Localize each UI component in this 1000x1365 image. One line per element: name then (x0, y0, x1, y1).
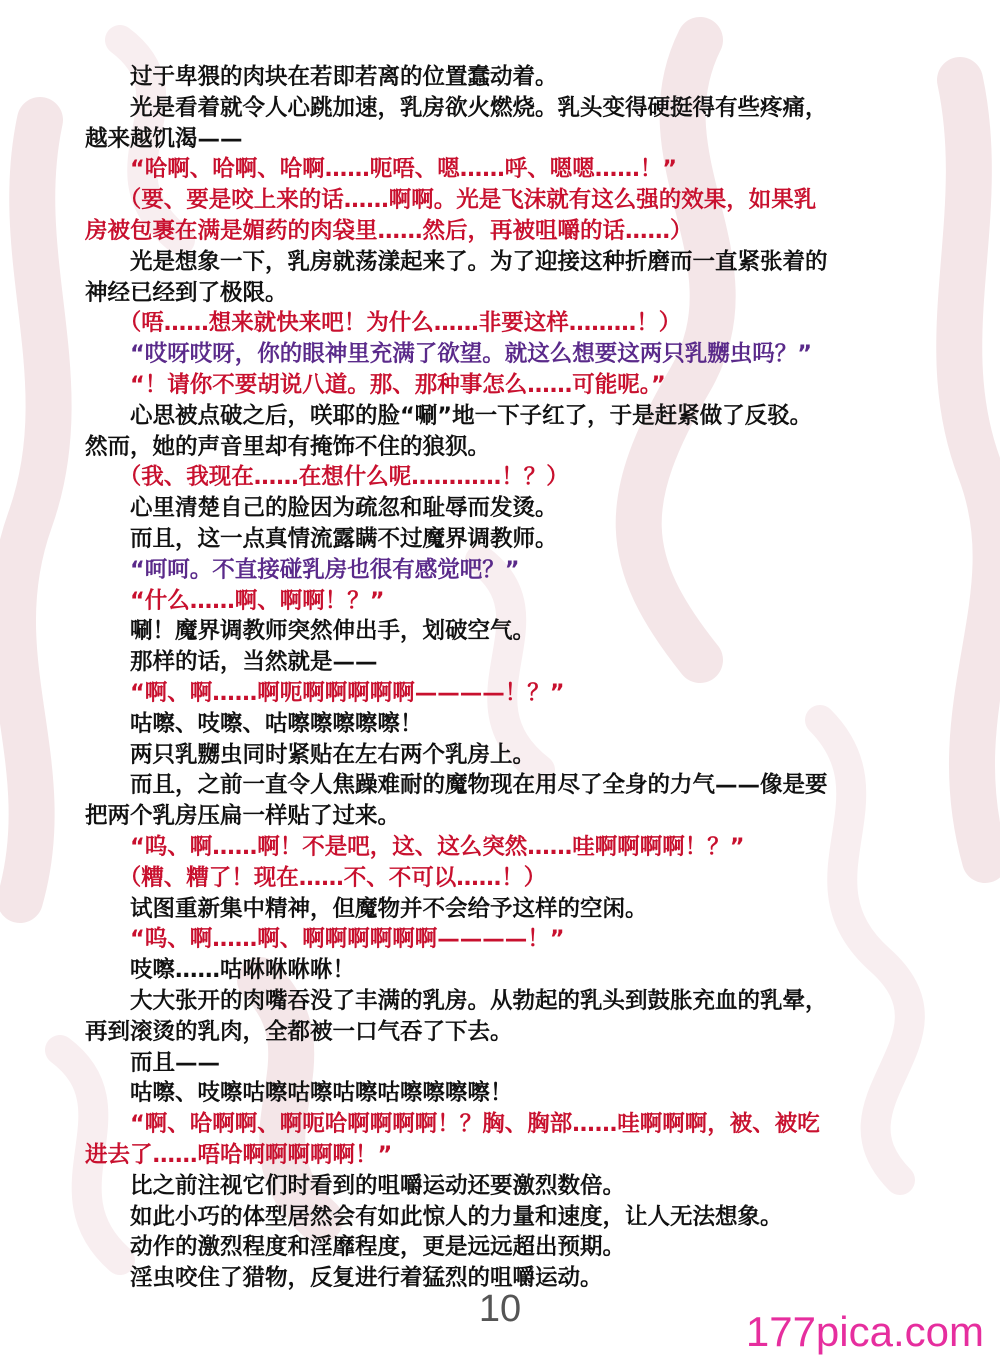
text-line: 而且，这一点真情流露瞒不过魔界调教师。 (85, 526, 558, 552)
text-line: “！请你不要胡说八道。那、那种事怎么……可能呢。” (85, 372, 666, 398)
text-line: 动作的激烈程度和淫靡程度，更是远远超出预期。 (85, 1234, 626, 1261)
text-line: “哈啊、哈啊、哈啊……呃唔、嗯……呼、嗯嗯……！” (85, 156, 678, 183)
watermark-text: 177pica.com (745, 1308, 984, 1355)
text-line: 比之前注视它们时看到的咀嚼运动还要激烈数倍。 (85, 1172, 626, 1199)
text-line: “啊、哈啊啊、啊呃哈啊啊啊啊！？胸、胸部……哇啊啊啊，被、被吃 (85, 1111, 820, 1138)
text-line: （唔……想来就快来吧！为什么……非要这样………！） (85, 310, 682, 337)
text-line: （糟、糟了！现在……不、不可以……！） (85, 864, 547, 891)
text-line: 光是看着就令人心跳加速，乳房欲火燃烧。乳头变得硬挺得有些疼痛， (85, 94, 828, 121)
text-line: 心思被点破之后，咲耶的脸“唰”地一下子红了，于是赶紧做了反驳。 (85, 402, 813, 429)
text-line: 淫虫咬住了猎物，反复进行着猛烈的咀嚼运动。 (85, 1265, 603, 1292)
text-line: 大大张开的肉嘴吞没了丰满的乳房。从勃起的乳头到鼓胀充血的乳晕， (85, 988, 828, 1014)
text-line: 那样的话，当然就是—— (85, 649, 378, 676)
text-line: 再到滚烫的乳肉，全都被一口气吞了下去。 (85, 1018, 513, 1045)
text-line: “哎呀哎呀，你的眼神里充满了欲望。就这么想要这两只乳嬲虫吗？” (85, 341, 813, 368)
text-line: “啊、啊……啊呃啊啊啊啊啊————！？” (85, 680, 565, 706)
text-line: “什么……啊、啊啊！？” (85, 587, 385, 614)
text-line: 咕嚓、吱嚓咕嚓咕嚓咕嚓咕嚓嚓嚓嚓！ (85, 1080, 513, 1107)
text-line: 如此小巧的体型居然会有如此惊人的力量和速度，让人无法想象。 (85, 1203, 783, 1230)
text-line: 过于卑猥的肉块在若即若离的位置蠢动着。 (85, 64, 558, 90)
text-line: 心里清楚自己的脸因为疏忽和耻辱而发烫。 (85, 495, 558, 522)
text-line: 神经已经到了极限。 (85, 279, 288, 306)
text-line: 光是想象一下，乳房就荡漾起来了。为了迎接这种折磨而一直紧张着的 (85, 248, 828, 275)
page-number: 10 (478, 1288, 522, 1330)
text-line: （要、要是咬上来的话……啊啊。光是飞沫就有这么强的效果，如果乳 (85, 187, 817, 214)
text-line: 而且—— (85, 1049, 221, 1076)
text-line: 进去了……唔哈啊啊啊啊啊！” (85, 1142, 393, 1168)
text-line: 唰！魔界调教师突然伸出手，划破空气。 (85, 618, 536, 645)
text-line: （我、我现在……在想什么呢…………！？） (85, 464, 569, 491)
text-line: 把两个乳房压扁一样贴了过来。 (85, 803, 401, 830)
text-line: 而且，之前一直令人焦躁难耐的魔物现在用尽了全身的力气——像是要 (85, 772, 828, 799)
text-line: 吱嚓……咕咻咻咻咻！ (85, 957, 356, 984)
text-line: 两只乳嬲虫同时紧贴在左右两个乳房上。 (85, 741, 536, 768)
text-line: 越来越饥渴—— (85, 125, 243, 152)
text-line: 然而，她的声音里却有掩饰不住的狼狈。 (85, 433, 491, 460)
text-line: 试图重新集中精神，但魔物并不会给予这样的空闲。 (85, 895, 648, 922)
text-line: “呵呵。不直接碰乳房也很有感觉吧？” (85, 556, 520, 583)
text-line: 咕嚓、吱嚓、咕嚓嚓嚓嚓嚓！ (85, 710, 423, 737)
text-line: “呜、啊……啊！不是吧，这、这么突然……哇啊啊啊啊！？” (85, 834, 745, 860)
text-line: “呜、啊……啊、啊啊啊啊啊啊————！” (85, 926, 565, 953)
text-line: 房被包裹在满是媚药的肉袋里……然后，再被咀嚼的话……） (85, 218, 693, 244)
